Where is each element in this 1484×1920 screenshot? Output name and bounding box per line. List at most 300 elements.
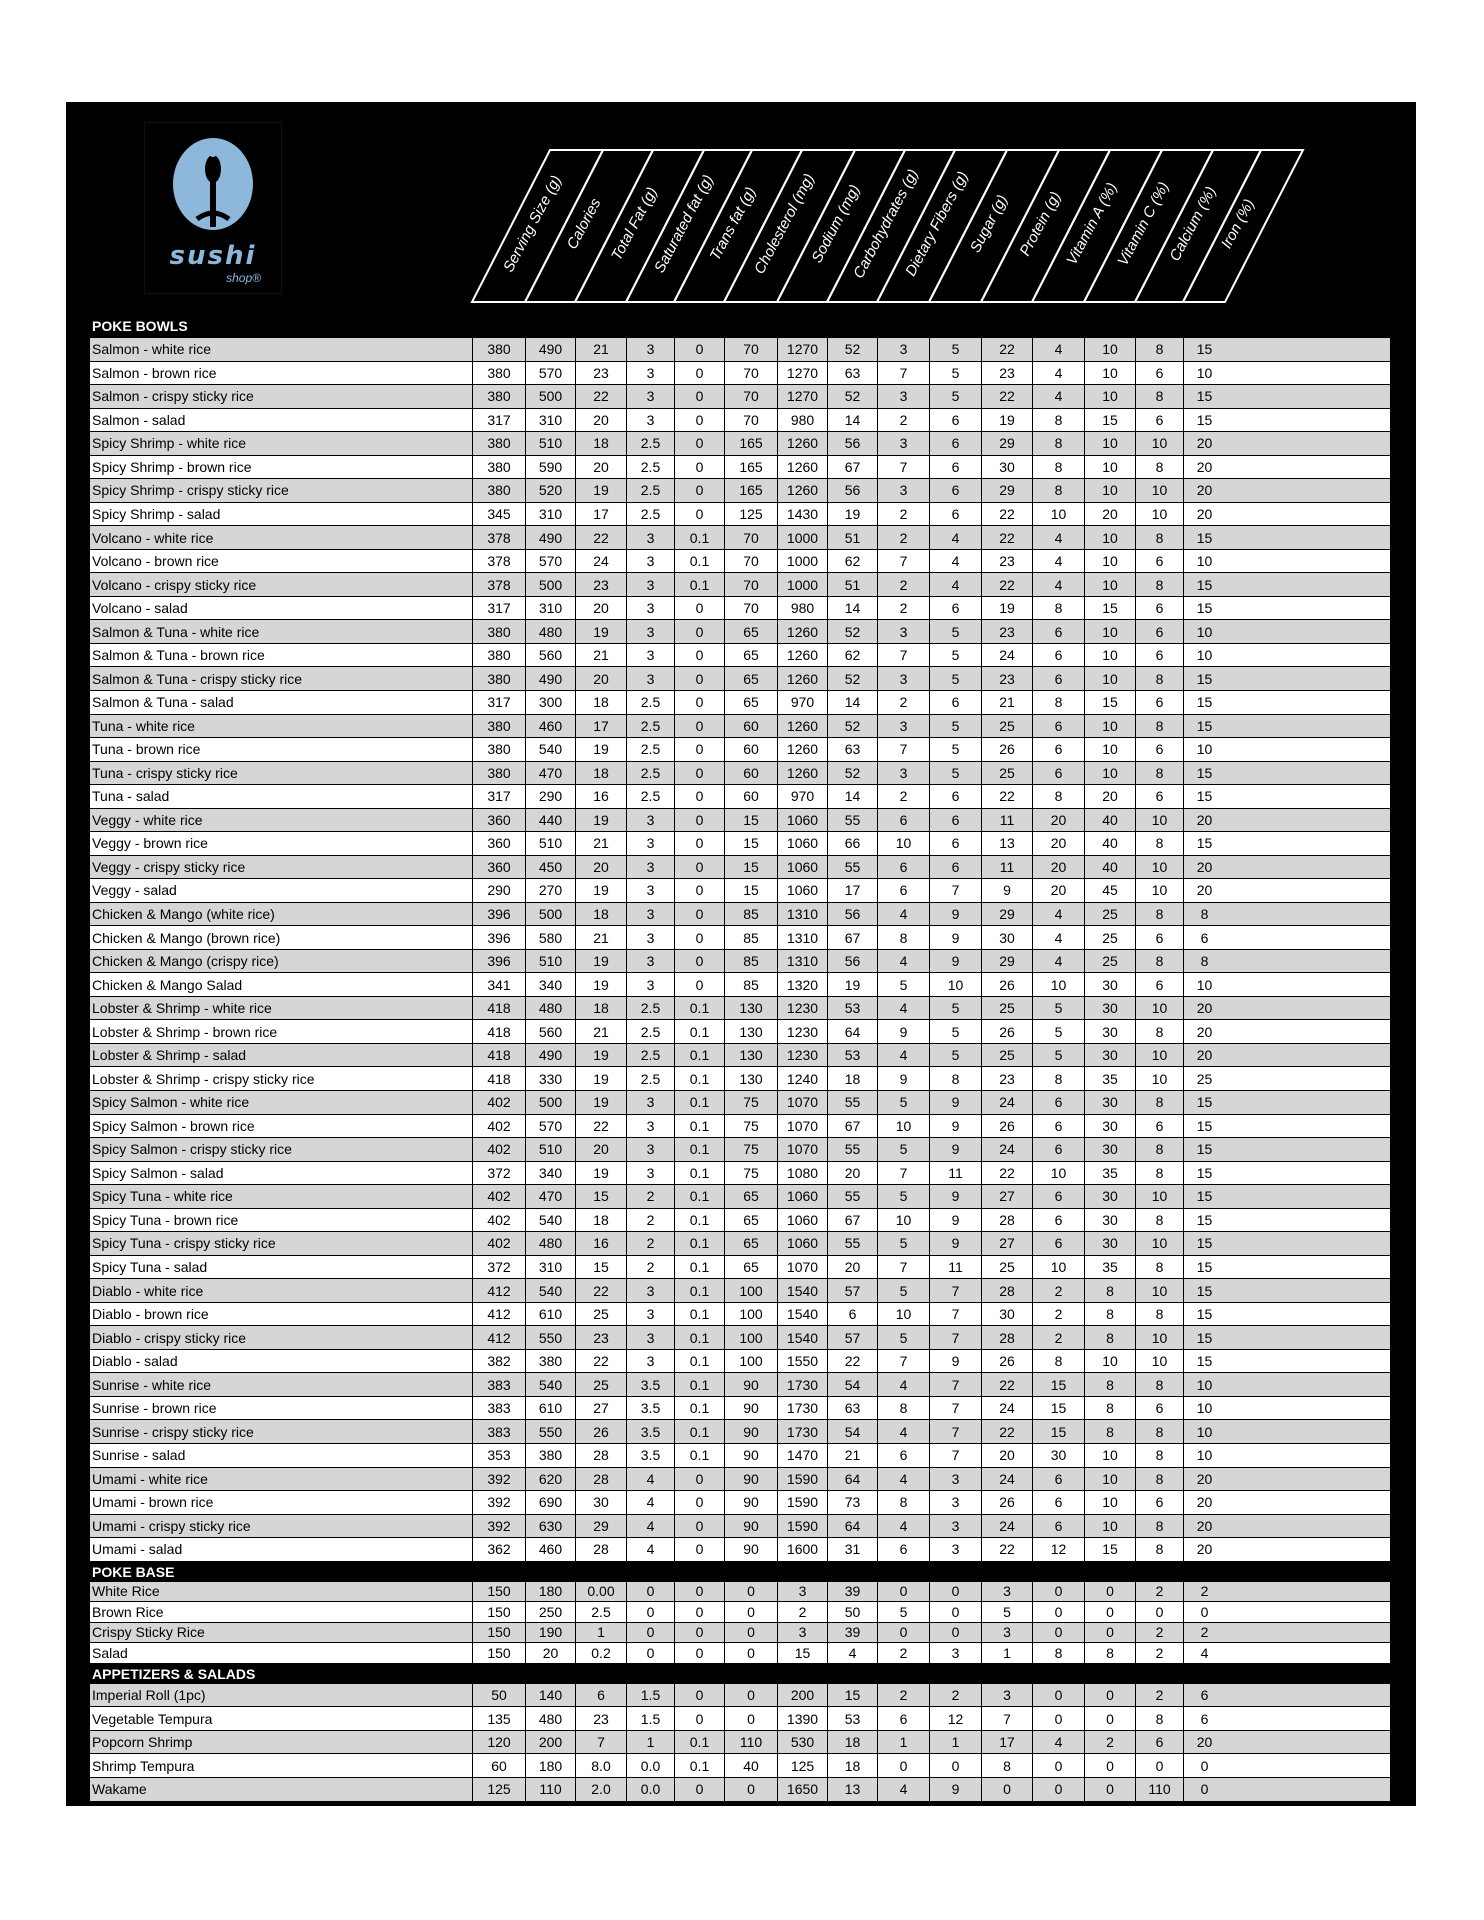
value-cell: 2 bbox=[1032, 1279, 1084, 1302]
value-cell: 21 bbox=[575, 926, 626, 949]
nutrition-table bbox=[90, 316, 1390, 1802]
table-row bbox=[90, 1444, 1390, 1468]
value-cell: 6 bbox=[1135, 644, 1183, 667]
value-cell: 10 bbox=[1135, 1279, 1183, 1302]
value-cell: 5 bbox=[1032, 997, 1084, 1020]
value-cell: 0 bbox=[1084, 1754, 1135, 1777]
value-cell: 6 bbox=[1135, 550, 1183, 573]
value-cell: 20 bbox=[1183, 879, 1225, 902]
value-cell: 0 bbox=[674, 926, 724, 949]
value-cell: 19 bbox=[575, 738, 626, 761]
value-cell: 150 bbox=[472, 1643, 525, 1663]
item-name: Volcano - brown rice bbox=[92, 553, 219, 570]
value-cell: 16 bbox=[575, 785, 626, 808]
table-row bbox=[90, 738, 1390, 762]
value-cell: 0.0 bbox=[626, 1754, 674, 1777]
item-name: White Rice bbox=[92, 1583, 160, 1600]
item-name: Salmon - brown rice bbox=[92, 364, 217, 381]
value-cell: 10 bbox=[1183, 362, 1225, 385]
item-name: Popcorn Shrimp bbox=[92, 1734, 193, 1751]
value-cell: 1.5 bbox=[626, 1684, 674, 1707]
value-cell: 8 bbox=[1135, 1444, 1183, 1467]
table-row bbox=[90, 1138, 1390, 1162]
value-cell: 3 bbox=[877, 667, 929, 690]
value-cell: 15 bbox=[1032, 1397, 1084, 1420]
value-cell: 0.1 bbox=[674, 550, 724, 573]
value-cell: 90 bbox=[724, 1373, 777, 1396]
value-cell: 14 bbox=[827, 409, 877, 432]
value-cell: 53 bbox=[827, 1044, 877, 1067]
column-header-label: Vitamin A (%) bbox=[1063, 180, 1121, 268]
value-cell: 17 bbox=[981, 1731, 1032, 1754]
value-cell: 380 bbox=[472, 338, 525, 361]
value-cell: 22 bbox=[981, 385, 1032, 408]
table-row bbox=[90, 1602, 1390, 1623]
value-cell: 4 bbox=[877, 1778, 929, 1801]
value-cell: 0 bbox=[674, 1491, 724, 1514]
value-cell: 90 bbox=[724, 1468, 777, 1491]
value-cell: 0 bbox=[674, 667, 724, 690]
value-cell: 180 bbox=[525, 1582, 575, 1602]
value-cell: 3.5 bbox=[626, 1444, 674, 1467]
item-name: Lobster & Shrimp - crispy sticky rice bbox=[92, 1070, 315, 1087]
value-cell: 4 bbox=[1032, 1731, 1084, 1754]
value-cell: 480 bbox=[525, 997, 575, 1020]
value-cell: 2 bbox=[877, 785, 929, 808]
value-cell: 530 bbox=[777, 1731, 827, 1754]
value-cell: 490 bbox=[525, 526, 575, 549]
value-cell: 90 bbox=[724, 1397, 777, 1420]
item-name: Salmon - crispy sticky rice bbox=[92, 388, 254, 405]
value-cell: 4 bbox=[1032, 526, 1084, 549]
value-cell: 5 bbox=[929, 385, 981, 408]
item-name: Salmon & Tuna - brown rice bbox=[92, 647, 265, 664]
value-cell: 25 bbox=[575, 1373, 626, 1396]
value-cell: 120 bbox=[472, 1731, 525, 1754]
value-cell: 20 bbox=[525, 1643, 575, 1663]
value-cell: 8 bbox=[1135, 1138, 1183, 1161]
value-cell: 15 bbox=[724, 809, 777, 832]
value-cell: 20 bbox=[1032, 879, 1084, 902]
value-cell: 3 bbox=[626, 903, 674, 926]
value-cell: 6 bbox=[929, 597, 981, 620]
value-cell: 0.1 bbox=[674, 1326, 724, 1349]
value-cell: 5 bbox=[929, 1020, 981, 1043]
value-cell: 0.1 bbox=[674, 1350, 724, 1373]
value-cell: 6 bbox=[575, 1684, 626, 1707]
value-cell: 1000 bbox=[777, 526, 827, 549]
value-cell: 0.1 bbox=[674, 1138, 724, 1161]
value-cell: 90 bbox=[724, 1515, 777, 1538]
value-cell: 100 bbox=[724, 1350, 777, 1373]
value-cell: 1540 bbox=[777, 1326, 827, 1349]
value-cell: 340 bbox=[525, 973, 575, 996]
value-cell: 0 bbox=[674, 1643, 724, 1663]
value-cell: 2.5 bbox=[626, 762, 674, 785]
value-cell: 15 bbox=[1183, 667, 1225, 690]
value-cell: 1310 bbox=[777, 903, 827, 926]
value-cell: 3 bbox=[877, 479, 929, 502]
value-cell: 7 bbox=[929, 1373, 981, 1396]
value-cell: 6 bbox=[1135, 1397, 1183, 1420]
value-cell: 51 bbox=[827, 526, 877, 549]
value-cell: 1730 bbox=[777, 1420, 827, 1443]
value-cell: 10 bbox=[1084, 456, 1135, 479]
value-cell: 15 bbox=[1183, 597, 1225, 620]
value-cell: 510 bbox=[525, 1138, 575, 1161]
table-row bbox=[90, 691, 1390, 715]
value-cell: 64 bbox=[827, 1020, 877, 1043]
value-cell: 1060 bbox=[777, 879, 827, 902]
item-name: Diablo - brown rice bbox=[92, 1306, 209, 1323]
value-cell: 15 bbox=[724, 879, 777, 902]
value-cell: 1590 bbox=[777, 1491, 827, 1514]
table-row bbox=[90, 879, 1390, 903]
value-cell: 3 bbox=[626, 950, 674, 973]
value-cell: 15 bbox=[1183, 1138, 1225, 1161]
value-cell: 300 bbox=[525, 691, 575, 714]
value-cell: 18 bbox=[575, 691, 626, 714]
value-cell: 10 bbox=[1084, 1468, 1135, 1491]
value-cell: 402 bbox=[472, 1185, 525, 1208]
value-cell: 0 bbox=[674, 762, 724, 785]
value-cell: 9 bbox=[929, 1209, 981, 1232]
value-cell: 6 bbox=[877, 1444, 929, 1467]
value-cell: 19 bbox=[575, 1067, 626, 1090]
table-row bbox=[90, 1538, 1390, 1562]
value-cell: 10 bbox=[1084, 1491, 1135, 1514]
value-cell: 64 bbox=[827, 1468, 877, 1491]
value-cell: 353 bbox=[472, 1444, 525, 1467]
value-cell: 130 bbox=[724, 997, 777, 1020]
value-cell: 75 bbox=[724, 1115, 777, 1138]
column-header-label: Cholesterol (mg) bbox=[750, 170, 819, 277]
table-row bbox=[90, 973, 1390, 997]
value-cell: 6 bbox=[1135, 691, 1183, 714]
item-name: Spicy Salmon - crispy sticky rice bbox=[92, 1141, 292, 1158]
value-cell: 8 bbox=[1135, 1020, 1183, 1043]
item-name: Veggy - salad bbox=[92, 882, 177, 899]
value-cell: 15 bbox=[1183, 691, 1225, 714]
item-name: Spicy Salmon - brown rice bbox=[92, 1117, 255, 1134]
value-cell: 2 bbox=[877, 573, 929, 596]
value-cell: 6 bbox=[1032, 715, 1084, 738]
value-cell: 66 bbox=[827, 832, 877, 855]
value-cell: 630 bbox=[525, 1515, 575, 1538]
column-headers bbox=[66, 102, 1416, 312]
value-cell: 4 bbox=[877, 1468, 929, 1491]
value-cell: 3 bbox=[981, 1582, 1032, 1602]
value-cell: 380 bbox=[472, 762, 525, 785]
value-cell: 19 bbox=[981, 597, 1032, 620]
value-cell: 25 bbox=[1084, 950, 1135, 973]
item-name: Tuna - crispy sticky rice bbox=[92, 764, 238, 781]
value-cell: 24 bbox=[981, 1138, 1032, 1161]
value-cell: 15 bbox=[1183, 1091, 1225, 1114]
value-cell: 30 bbox=[1084, 1044, 1135, 1067]
value-cell: 3 bbox=[877, 432, 929, 455]
value-cell: 412 bbox=[472, 1279, 525, 1302]
value-cell: 2 bbox=[626, 1232, 674, 1255]
value-cell: 7 bbox=[929, 1303, 981, 1326]
value-cell: 20 bbox=[1183, 432, 1225, 455]
value-cell: 22 bbox=[981, 1162, 1032, 1185]
value-cell: 3.5 bbox=[626, 1420, 674, 1443]
value-cell: 25 bbox=[575, 1303, 626, 1326]
value-cell: 402 bbox=[472, 1091, 525, 1114]
value-cell: 4 bbox=[929, 550, 981, 573]
value-cell: 19 bbox=[981, 409, 1032, 432]
value-cell: 23 bbox=[981, 1067, 1032, 1090]
column-header-label: Saturated fat (g) bbox=[651, 172, 717, 276]
value-cell: 35 bbox=[1084, 1256, 1135, 1279]
value-cell: 0 bbox=[674, 691, 724, 714]
value-cell: 2 bbox=[929, 1684, 981, 1707]
value-cell: 13 bbox=[827, 1778, 877, 1801]
value-cell: 15 bbox=[1183, 1232, 1225, 1255]
value-cell: 6 bbox=[1135, 409, 1183, 432]
value-cell: 0.1 bbox=[674, 1209, 724, 1232]
value-cell: 22 bbox=[981, 338, 1032, 361]
table-row bbox=[90, 667, 1390, 691]
value-cell: 30 bbox=[1084, 973, 1135, 996]
value-cell: 17 bbox=[827, 879, 877, 902]
value-cell: 62 bbox=[827, 550, 877, 573]
item-name: Spicy Tuna - crispy sticky rice bbox=[92, 1235, 276, 1252]
value-cell: 24 bbox=[981, 1397, 1032, 1420]
value-cell: 12 bbox=[1032, 1538, 1084, 1561]
value-cell: 17 bbox=[575, 715, 626, 738]
value-cell: 590 bbox=[525, 456, 575, 479]
value-cell: 30 bbox=[1084, 1091, 1135, 1114]
value-cell: 392 bbox=[472, 1515, 525, 1538]
value-cell: 250 bbox=[525, 1602, 575, 1622]
value-cell: 0 bbox=[1135, 1602, 1183, 1622]
value-cell: 1270 bbox=[777, 362, 827, 385]
value-cell: 3 bbox=[626, 1091, 674, 1114]
value-cell: 11 bbox=[929, 1162, 981, 1185]
value-cell: 39 bbox=[827, 1582, 877, 1602]
value-cell: 0 bbox=[674, 432, 724, 455]
value-cell: 70 bbox=[724, 385, 777, 408]
value-cell: 50 bbox=[472, 1684, 525, 1707]
value-cell: 5 bbox=[1032, 1020, 1084, 1043]
item-name: Lobster & Shrimp - salad bbox=[92, 1047, 247, 1064]
value-cell: 14 bbox=[827, 785, 877, 808]
value-cell: 20 bbox=[1183, 809, 1225, 832]
value-cell: 402 bbox=[472, 1209, 525, 1232]
value-cell: 0 bbox=[674, 503, 724, 526]
value-cell: 0 bbox=[1032, 1684, 1084, 1707]
value-cell: 980 bbox=[777, 409, 827, 432]
value-cell: 383 bbox=[472, 1397, 525, 1420]
value-cell: 0 bbox=[1084, 1778, 1135, 1801]
table-row bbox=[90, 597, 1390, 621]
value-cell: 317 bbox=[472, 409, 525, 432]
value-cell: 85 bbox=[724, 950, 777, 973]
value-cell: 5 bbox=[877, 1185, 929, 1208]
column-header-label: Dietary Fibers (g) bbox=[902, 168, 972, 280]
value-cell: 29 bbox=[575, 1515, 626, 1538]
value-cell: 0 bbox=[674, 715, 724, 738]
value-cell: 5 bbox=[929, 715, 981, 738]
value-cell: 85 bbox=[724, 903, 777, 926]
value-cell: 4 bbox=[827, 1643, 877, 1663]
value-cell: 6 bbox=[1135, 973, 1183, 996]
value-cell: 11 bbox=[981, 809, 1032, 832]
table-row bbox=[90, 644, 1390, 668]
value-cell: 14 bbox=[827, 691, 877, 714]
table-row bbox=[90, 1067, 1390, 1091]
value-cell: 1.5 bbox=[626, 1707, 674, 1730]
value-cell: 0 bbox=[674, 903, 724, 926]
value-cell: 1070 bbox=[777, 1115, 827, 1138]
value-cell: 15 bbox=[1032, 1373, 1084, 1396]
value-cell: 10 bbox=[1183, 1373, 1225, 1396]
value-cell: 23 bbox=[981, 550, 1032, 573]
value-cell: 3 bbox=[626, 1350, 674, 1373]
value-cell: 0.1 bbox=[674, 1162, 724, 1185]
value-cell: 5 bbox=[981, 1602, 1032, 1622]
value-cell: 10 bbox=[1135, 503, 1183, 526]
value-cell: 20 bbox=[1183, 456, 1225, 479]
value-cell: 540 bbox=[525, 738, 575, 761]
value-cell: 0 bbox=[724, 1778, 777, 1801]
value-cell: 40 bbox=[724, 1754, 777, 1777]
value-cell: 29 bbox=[981, 432, 1032, 455]
item-name: Spicy Tuna - white rice bbox=[92, 1188, 233, 1205]
value-cell: 418 bbox=[472, 1067, 525, 1090]
value-cell: 6 bbox=[1032, 1185, 1084, 1208]
value-cell: 10 bbox=[1084, 620, 1135, 643]
value-cell: 3 bbox=[877, 762, 929, 785]
value-cell: 27 bbox=[575, 1397, 626, 1420]
value-cell: 6 bbox=[1135, 926, 1183, 949]
value-cell: 396 bbox=[472, 903, 525, 926]
value-cell: 29 bbox=[981, 903, 1032, 926]
item-name: Volcano - crispy sticky rice bbox=[92, 576, 257, 593]
value-cell: 480 bbox=[525, 1707, 575, 1730]
value-cell: 510 bbox=[525, 950, 575, 973]
value-cell: 2 bbox=[1084, 1731, 1135, 1754]
table-row bbox=[90, 1185, 1390, 1209]
value-cell: 150 bbox=[472, 1623, 525, 1643]
brand-sub: shop® bbox=[226, 271, 261, 285]
value-cell: 2 bbox=[1183, 1582, 1225, 1602]
value-cell: 378 bbox=[472, 550, 525, 573]
value-cell: 2.5 bbox=[575, 1602, 626, 1622]
value-cell: 8 bbox=[1135, 526, 1183, 549]
value-cell: 0 bbox=[674, 738, 724, 761]
value-cell: 15 bbox=[575, 1256, 626, 1279]
value-cell: 55 bbox=[827, 1091, 877, 1114]
value-cell: 690 bbox=[525, 1491, 575, 1514]
value-cell: 14 bbox=[827, 597, 877, 620]
value-cell: 17 bbox=[575, 503, 626, 526]
value-cell: 0 bbox=[724, 1623, 777, 1643]
value-cell: 7 bbox=[929, 879, 981, 902]
value-cell: 52 bbox=[827, 338, 877, 361]
value-cell: 0 bbox=[674, 1538, 724, 1561]
item-name: Diablo - crispy sticky rice bbox=[92, 1329, 247, 1346]
table-row bbox=[90, 856, 1390, 880]
value-cell: 490 bbox=[525, 338, 575, 361]
value-cell: 6 bbox=[877, 1538, 929, 1561]
item-name: Salmon - white rice bbox=[92, 341, 212, 358]
value-cell: 8 bbox=[1135, 1256, 1183, 1279]
value-cell: 520 bbox=[525, 479, 575, 502]
value-cell: 3 bbox=[626, 667, 674, 690]
value-cell: 10 bbox=[1135, 1350, 1183, 1373]
value-cell: 5 bbox=[877, 1232, 929, 1255]
value-cell: 540 bbox=[525, 1279, 575, 1302]
value-cell: 460 bbox=[525, 1538, 575, 1561]
value-cell: 130 bbox=[724, 1044, 777, 1067]
value-cell: 2.5 bbox=[626, 432, 674, 455]
value-cell: 18 bbox=[827, 1731, 877, 1754]
value-cell: 130 bbox=[724, 1020, 777, 1043]
value-cell: 6 bbox=[827, 1303, 877, 1326]
value-cell: 56 bbox=[827, 432, 877, 455]
value-cell: 6 bbox=[877, 809, 929, 832]
value-cell: 380 bbox=[472, 620, 525, 643]
value-cell: 22 bbox=[981, 1420, 1032, 1443]
value-cell: 1000 bbox=[777, 550, 827, 573]
value-cell: 0.1 bbox=[674, 1185, 724, 1208]
value-cell: 1260 bbox=[777, 715, 827, 738]
value-cell: 383 bbox=[472, 1420, 525, 1443]
value-cell: 4 bbox=[877, 1515, 929, 1538]
value-cell: 6 bbox=[1135, 785, 1183, 808]
value-cell: 380 bbox=[525, 1444, 575, 1467]
item-name: Brown Rice bbox=[92, 1603, 164, 1620]
value-cell: 317 bbox=[472, 691, 525, 714]
value-cell: 10 bbox=[1084, 738, 1135, 761]
value-cell: 55 bbox=[827, 809, 877, 832]
value-cell: 15 bbox=[1183, 338, 1225, 361]
item-name: Spicy Tuna - salad bbox=[92, 1258, 208, 1275]
value-cell: 30 bbox=[1084, 1115, 1135, 1138]
value-cell: 580 bbox=[525, 926, 575, 949]
value-cell: 15 bbox=[1183, 785, 1225, 808]
value-cell: 372 bbox=[472, 1256, 525, 1279]
value-cell: 75 bbox=[724, 1162, 777, 1185]
value-cell: 26 bbox=[575, 1420, 626, 1443]
value-cell: 9 bbox=[929, 903, 981, 926]
value-cell: 460 bbox=[525, 715, 575, 738]
value-cell: 15 bbox=[1084, 409, 1135, 432]
value-cell: 0.1 bbox=[674, 1279, 724, 1302]
value-cell: 21 bbox=[575, 832, 626, 855]
value-cell: 55 bbox=[827, 1185, 877, 1208]
value-cell: 0.1 bbox=[674, 1091, 724, 1114]
item-name: Wakame bbox=[92, 1781, 147, 1798]
value-cell: 8 bbox=[1084, 1279, 1135, 1302]
value-cell: 470 bbox=[525, 1185, 575, 1208]
table-row bbox=[90, 1582, 1390, 1603]
value-cell: 0 bbox=[674, 809, 724, 832]
value-cell: 3 bbox=[626, 973, 674, 996]
value-cell: 1430 bbox=[777, 503, 827, 526]
value-cell: 27 bbox=[981, 1232, 1032, 1255]
value-cell: 20 bbox=[1183, 1020, 1225, 1043]
value-cell: 8 bbox=[1032, 409, 1084, 432]
value-cell: 4 bbox=[877, 1044, 929, 1067]
value-cell: 10 bbox=[1084, 479, 1135, 502]
value-cell: 8 bbox=[929, 1067, 981, 1090]
value-cell: 19 bbox=[575, 1044, 626, 1067]
value-cell: 412 bbox=[472, 1326, 525, 1349]
